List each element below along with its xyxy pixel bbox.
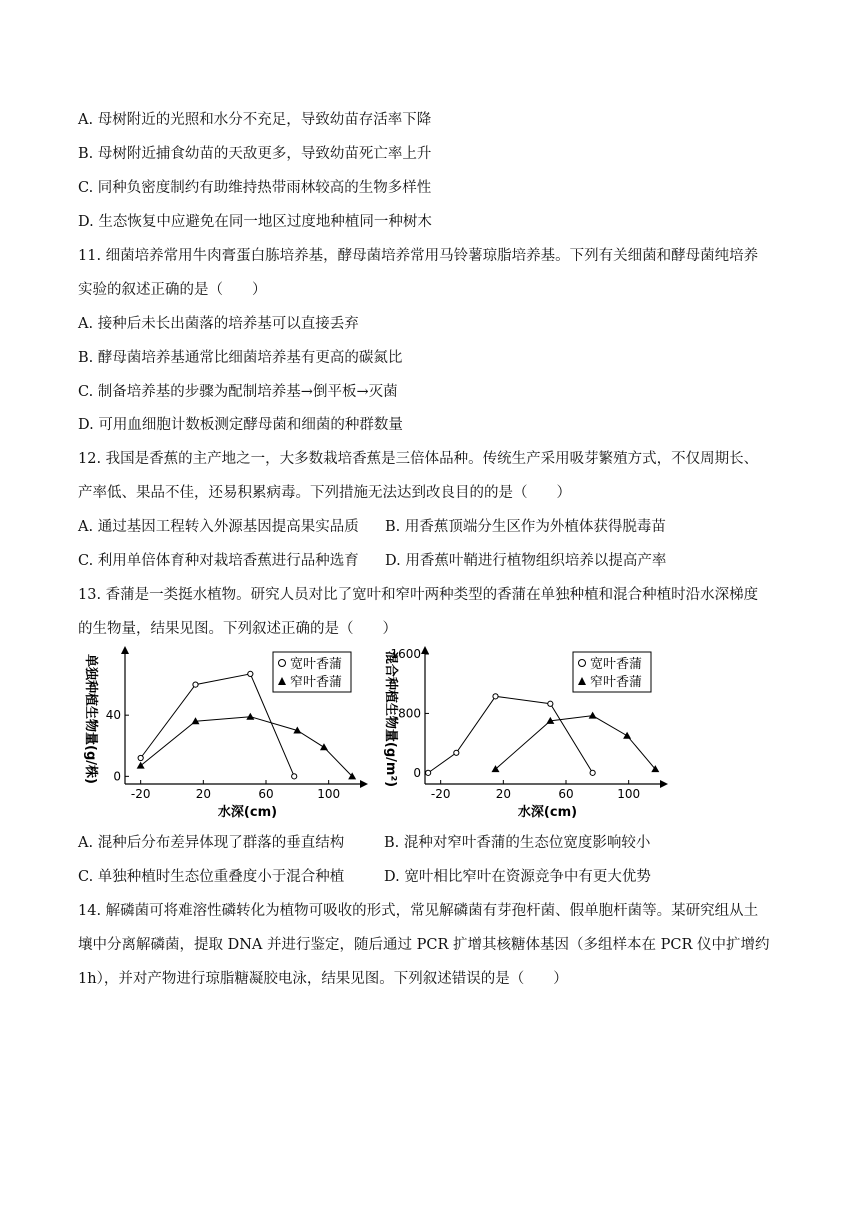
q13-option-b: B. 混种对窄叶香蒲的生态位宽度影响较小	[384, 835, 651, 851]
data-point-circle	[454, 750, 459, 755]
x-tick-label: -20	[130, 787, 151, 801]
y-axis-arrow	[121, 646, 129, 654]
data-point-triangle	[589, 712, 597, 719]
data-point-triangle	[320, 743, 328, 750]
chart-single-planting	[83, 646, 368, 820]
q13-figure	[70, 644, 710, 826]
q13-option-a: A. 混种后分布差异体现了群落的垂直结构	[78, 835, 345, 851]
series-line	[496, 716, 656, 769]
x-axis-label: 水深(cm)	[217, 805, 278, 820]
data-point-triangle	[137, 762, 145, 769]
q14-stem-line1: 14. 解磷菌可将难溶性磷转化为植物可吸收的形式，常见解磷菌有芽孢杆菌、假单胞杆菌等。某研究组从土	[78, 903, 759, 919]
y-tick-label: 40	[105, 708, 121, 723]
q14-stem-line2: 壤中分离解磷菌，提取 DNA 并进行鉴定，随后通过 PCR 扩增其核糖体基因（多组样本在 PCR 仪中扩增约	[78, 937, 770, 953]
legend-label: 宽叶香蒲	[590, 657, 643, 672]
q11-option-d: D. 可用血细胞计数板测定酵母菌和细菌的种群数量	[78, 417, 403, 433]
data-point-circle	[426, 770, 431, 775]
q12-option-d: D. 用香蕉叶鞘进行植物组织培养以提高产率	[385, 553, 667, 569]
data-point-circle	[193, 682, 198, 687]
series-line	[141, 674, 295, 776]
data-point-circle	[548, 701, 553, 706]
data-point-triangle	[246, 713, 254, 720]
data-point-circle	[248, 671, 253, 676]
q10-option-a: A. 母树附近的光照和水分不充足，导致幼苗存活率下降	[78, 112, 432, 128]
q12-option-b: B. 用香蕉顶端分生区作为外植体获得脱毒苗	[385, 519, 666, 535]
chart-mixed-planting	[383, 646, 668, 820]
x-tick-label: 60	[558, 787, 574, 801]
x-tick-label: 20	[495, 787, 511, 801]
q13-stem-line2: 的生物量，结果见图。下列叙述正确的是（ ）	[78, 621, 397, 637]
x-axis-arrow	[360, 780, 368, 788]
y-tick-label: 0	[113, 769, 121, 784]
y-tick-label: 1600	[390, 647, 421, 661]
y-axis-arrow	[421, 646, 429, 654]
data-point-circle	[138, 755, 143, 760]
x-axis-label: 水深(cm)	[517, 805, 578, 820]
q12-stem-line1: 12. 我国是香蕉的主产地之一，大多数栽培香蕉是三倍体品种。传统生产采用吸芽繁殖方式，不仅周期长、	[78, 451, 759, 467]
x-tick-label: -20	[430, 787, 451, 801]
x-tick-label: 100	[617, 787, 641, 801]
q14-stem-line3: 1h），并对产物进行琼脂糖凝胶电泳，结果见图。下列叙述错误的是（ ）	[78, 971, 568, 987]
x-axis-arrow	[660, 780, 668, 788]
q13-option-d: D. 宽叶相比窄叶在资源竞争中有更大优势	[384, 869, 651, 885]
x-tick-label: 60	[258, 787, 274, 801]
q11-option-c: C. 制备培养基的步骤为配制培养基→倒平板→灭菌	[78, 384, 398, 400]
x-tick-label: 100	[317, 787, 341, 801]
series-line	[428, 696, 593, 773]
x-tick-label: 20	[195, 787, 211, 801]
legend-label: 宽叶香蒲	[290, 657, 343, 672]
data-point-circle	[493, 694, 498, 699]
legend-circle-icon	[579, 660, 586, 667]
y-axis-label: 混合种植生物量(g/m²)	[383, 650, 398, 788]
q10-option-b: B. 母树附近捕食幼苗的天敌更多，导致幼苗死亡率上升	[78, 146, 432, 162]
data-point-circle	[292, 774, 297, 779]
legend-label: 窄叶香蒲	[590, 675, 643, 690]
q11-stem-line2: 实验的叙述正确的是（ ）	[78, 282, 267, 298]
legend-circle-icon	[279, 660, 286, 667]
q12-option-a: A. 通过基因工程转入外源基因提高果实品质	[78, 519, 359, 535]
series-line	[141, 717, 353, 777]
q11-option-b: B. 酵母菌培养基通常比细菌培养基有更高的碳氮比	[78, 350, 403, 366]
data-point-circle	[590, 770, 595, 775]
y-axis-label: 单独种植生物量(g/株)	[83, 654, 98, 784]
y-tick-label: 0	[413, 765, 421, 780]
q12-option-c: C. 利用单倍体育种对栽培香蕉进行品种选育	[78, 553, 359, 569]
q13-stem-line1: 13. 香蒲是一类挺水植物。研究人员对比了宽叶和窄叶两种类型的香蒲在单独种植和混合种植时沿水深梯度	[78, 587, 759, 603]
q11-stem-line1: 11. 细菌培养常用牛肉膏蛋白胨培养基，酵母菌培养常用马铃薯琼脂培养基。下列有关细菌和酵母菌纯培养	[78, 248, 759, 264]
legend-label: 窄叶香蒲	[290, 675, 343, 690]
q13-option-c: C. 单独种植时生态位重叠度小于混合种植	[78, 869, 345, 885]
q12-stem-line2: 产率低、果品不佳，还易积累病毒。下列措施无法达到改良目的的是（ ）	[78, 485, 571, 501]
q11-option-a: A. 接种后未长出菌落的培养基可以直接丢弃	[78, 316, 359, 332]
data-point-triangle	[623, 732, 631, 739]
q10-option-d: D. 生态恢复中应避免在同一地区过度地种植同一种树木	[78, 214, 432, 230]
y-tick-label: 800	[398, 706, 421, 721]
q10-option-c: C. 同种负密度制约有助维持热带雨林较高的生物多样性	[78, 180, 432, 196]
